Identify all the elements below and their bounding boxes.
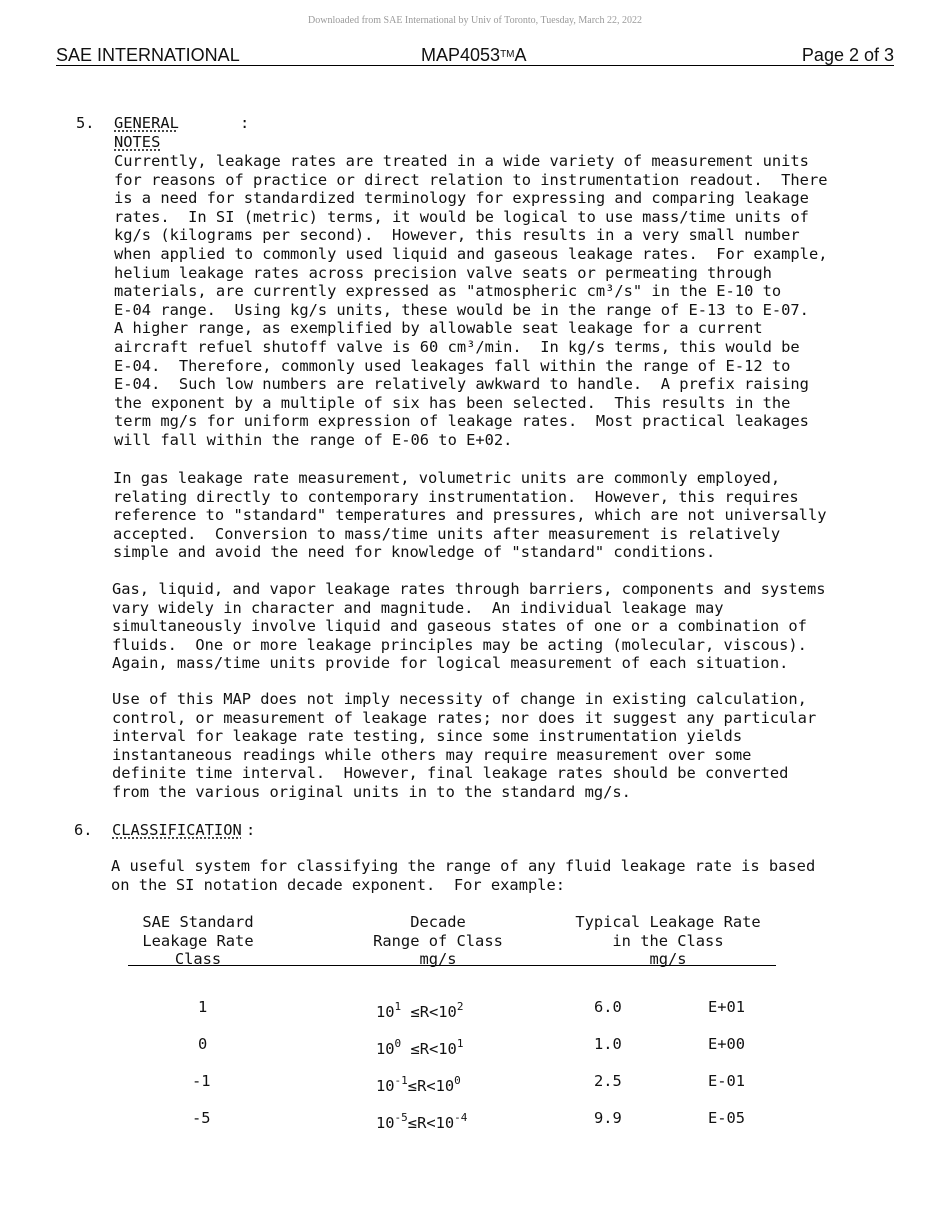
- header-page-number: Page 2 of 3: [801, 45, 894, 65]
- typical-exponent-cell: E+00: [708, 1035, 746, 1053]
- range-cell: $10^{-5}\le R<10^{-4}$: [376, 1111, 468, 1132]
- typical-mantissa-cell: 2.5: [594, 1072, 622, 1090]
- download-note: Downloaded from SAE International by Univ of Toronto, Tuesday, March 22, 2022: [308, 15, 642, 26]
- section-5-paragraph-1: Currently, leakage rates are treated in a wide variety of measurement units for reasons of practice or direct relation to instrumentation readout. There is a need for standardized terminology for expressing and comparing leakage rates. In SI (metric) terms, it would be logical to use mass/time units of kg/s (kilograms per second). However, this results in a very small number when applied to commonly used liquid and gaseous leakage rates. For example, helium leakage rates across precision valve seats or permeating through materials, are currently expressed as "atmospheric cm³/s" in the E-10 to E-04 range. Using kg/s units, these would be in the range of E-13 to E-07. A higher range, as exemplified by allowable seat leakage for a current aircraft refuel shutoff valve is 60 cm³/min. In kg/s terms, this would be E-04. Therefore, commonly used leakages fall within the range of E-12 to E-04. Such low numbers are relatively awkward to handle. A prefix raising the exponent by a multiple of six has been selected. This results in the term mg/s for uniform expression of leakage rates. Most practical leakages will fall within the range of E-06 to E+02.: [114, 152, 828, 449]
- class-cell: 0: [198, 1035, 208, 1053]
- class-cell: -1: [192, 1072, 211, 1090]
- section-6-intro: A useful system for classifying the range of any fluid leakage rate is based on the SI notation decade exponent. For example:: [111, 857, 816, 894]
- table-header-rule: [128, 965, 776, 966]
- class-cell: 1: [198, 998, 208, 1016]
- typical-exponent-cell: E+01: [708, 998, 746, 1016]
- typical-mantissa-cell: 6.0: [594, 998, 622, 1016]
- header-org: SAE INTERNATIONAL: [56, 45, 240, 65]
- class-cell: -5: [192, 1109, 211, 1127]
- range-cell: $10^0 \le R<10^1$: [376, 1037, 464, 1058]
- range-cell: $10^1 \le R<10^2$: [376, 1000, 464, 1021]
- table-header-decade-range: Decade Range of Class mg/s: [373, 913, 503, 969]
- section-6-number: 6.: [74, 821, 93, 839]
- typical-exponent-cell: E-05: [708, 1109, 746, 1127]
- table-header-typical-rate: Typical Leakage Rate in the Class mg/s: [575, 913, 761, 969]
- section-5-paragraph-3: Gas, liquid, and vapor leakage rates through barriers, components and systems vary widely in character and magnitude. An individual leakage may simultaneously involve liquid and gaseous states of one or a combination of fluids. One or more leakage principles may be acting (molecular, viscous). Again, mass/time units provide for logical measurement of each situation.: [112, 580, 826, 673]
- range-cell: $10^{-1}\le R<10^0$: [376, 1074, 461, 1095]
- page-header: [56, 45, 894, 66]
- section-5-paragraph-2: In gas leakage rate measurement, volumetric units are commonly employed, relating directly to contemporary instrumentation. However, this requires reference to "standard" temperatures and pressures, which are not universally accepted. Conversion to mass/time units after measurement is relatively simple and avoid the need for knowledge of "standard" conditions.: [113, 469, 827, 562]
- typical-exponent-cell: E-01: [708, 1072, 746, 1090]
- section-5-paragraph-4: Use of this MAP does not imply necessity of change in existing calculation, control, or measurement of leakage rates; nor does it suggest any particular interval for leakage rate testing, since some instrumentation yields instantaneous readings while others may require measurement over some definite time interval. However, final leakage rates should be converted from the various original units in to the standard mg/s.: [112, 690, 817, 801]
- section-6-title: CLASSIFICATION: [112, 821, 242, 839]
- section-5-title: GENERAL NOTES: [114, 114, 179, 151]
- typical-mantissa-cell: 9.9: [594, 1109, 622, 1127]
- section-5-number: 5.: [76, 114, 95, 132]
- header-doc-number: MAP4053™A: [421, 45, 527, 65]
- typical-mantissa-cell: 1.0: [594, 1035, 622, 1053]
- table-header-class: SAE Standard Leakage Rate Class: [142, 913, 254, 969]
